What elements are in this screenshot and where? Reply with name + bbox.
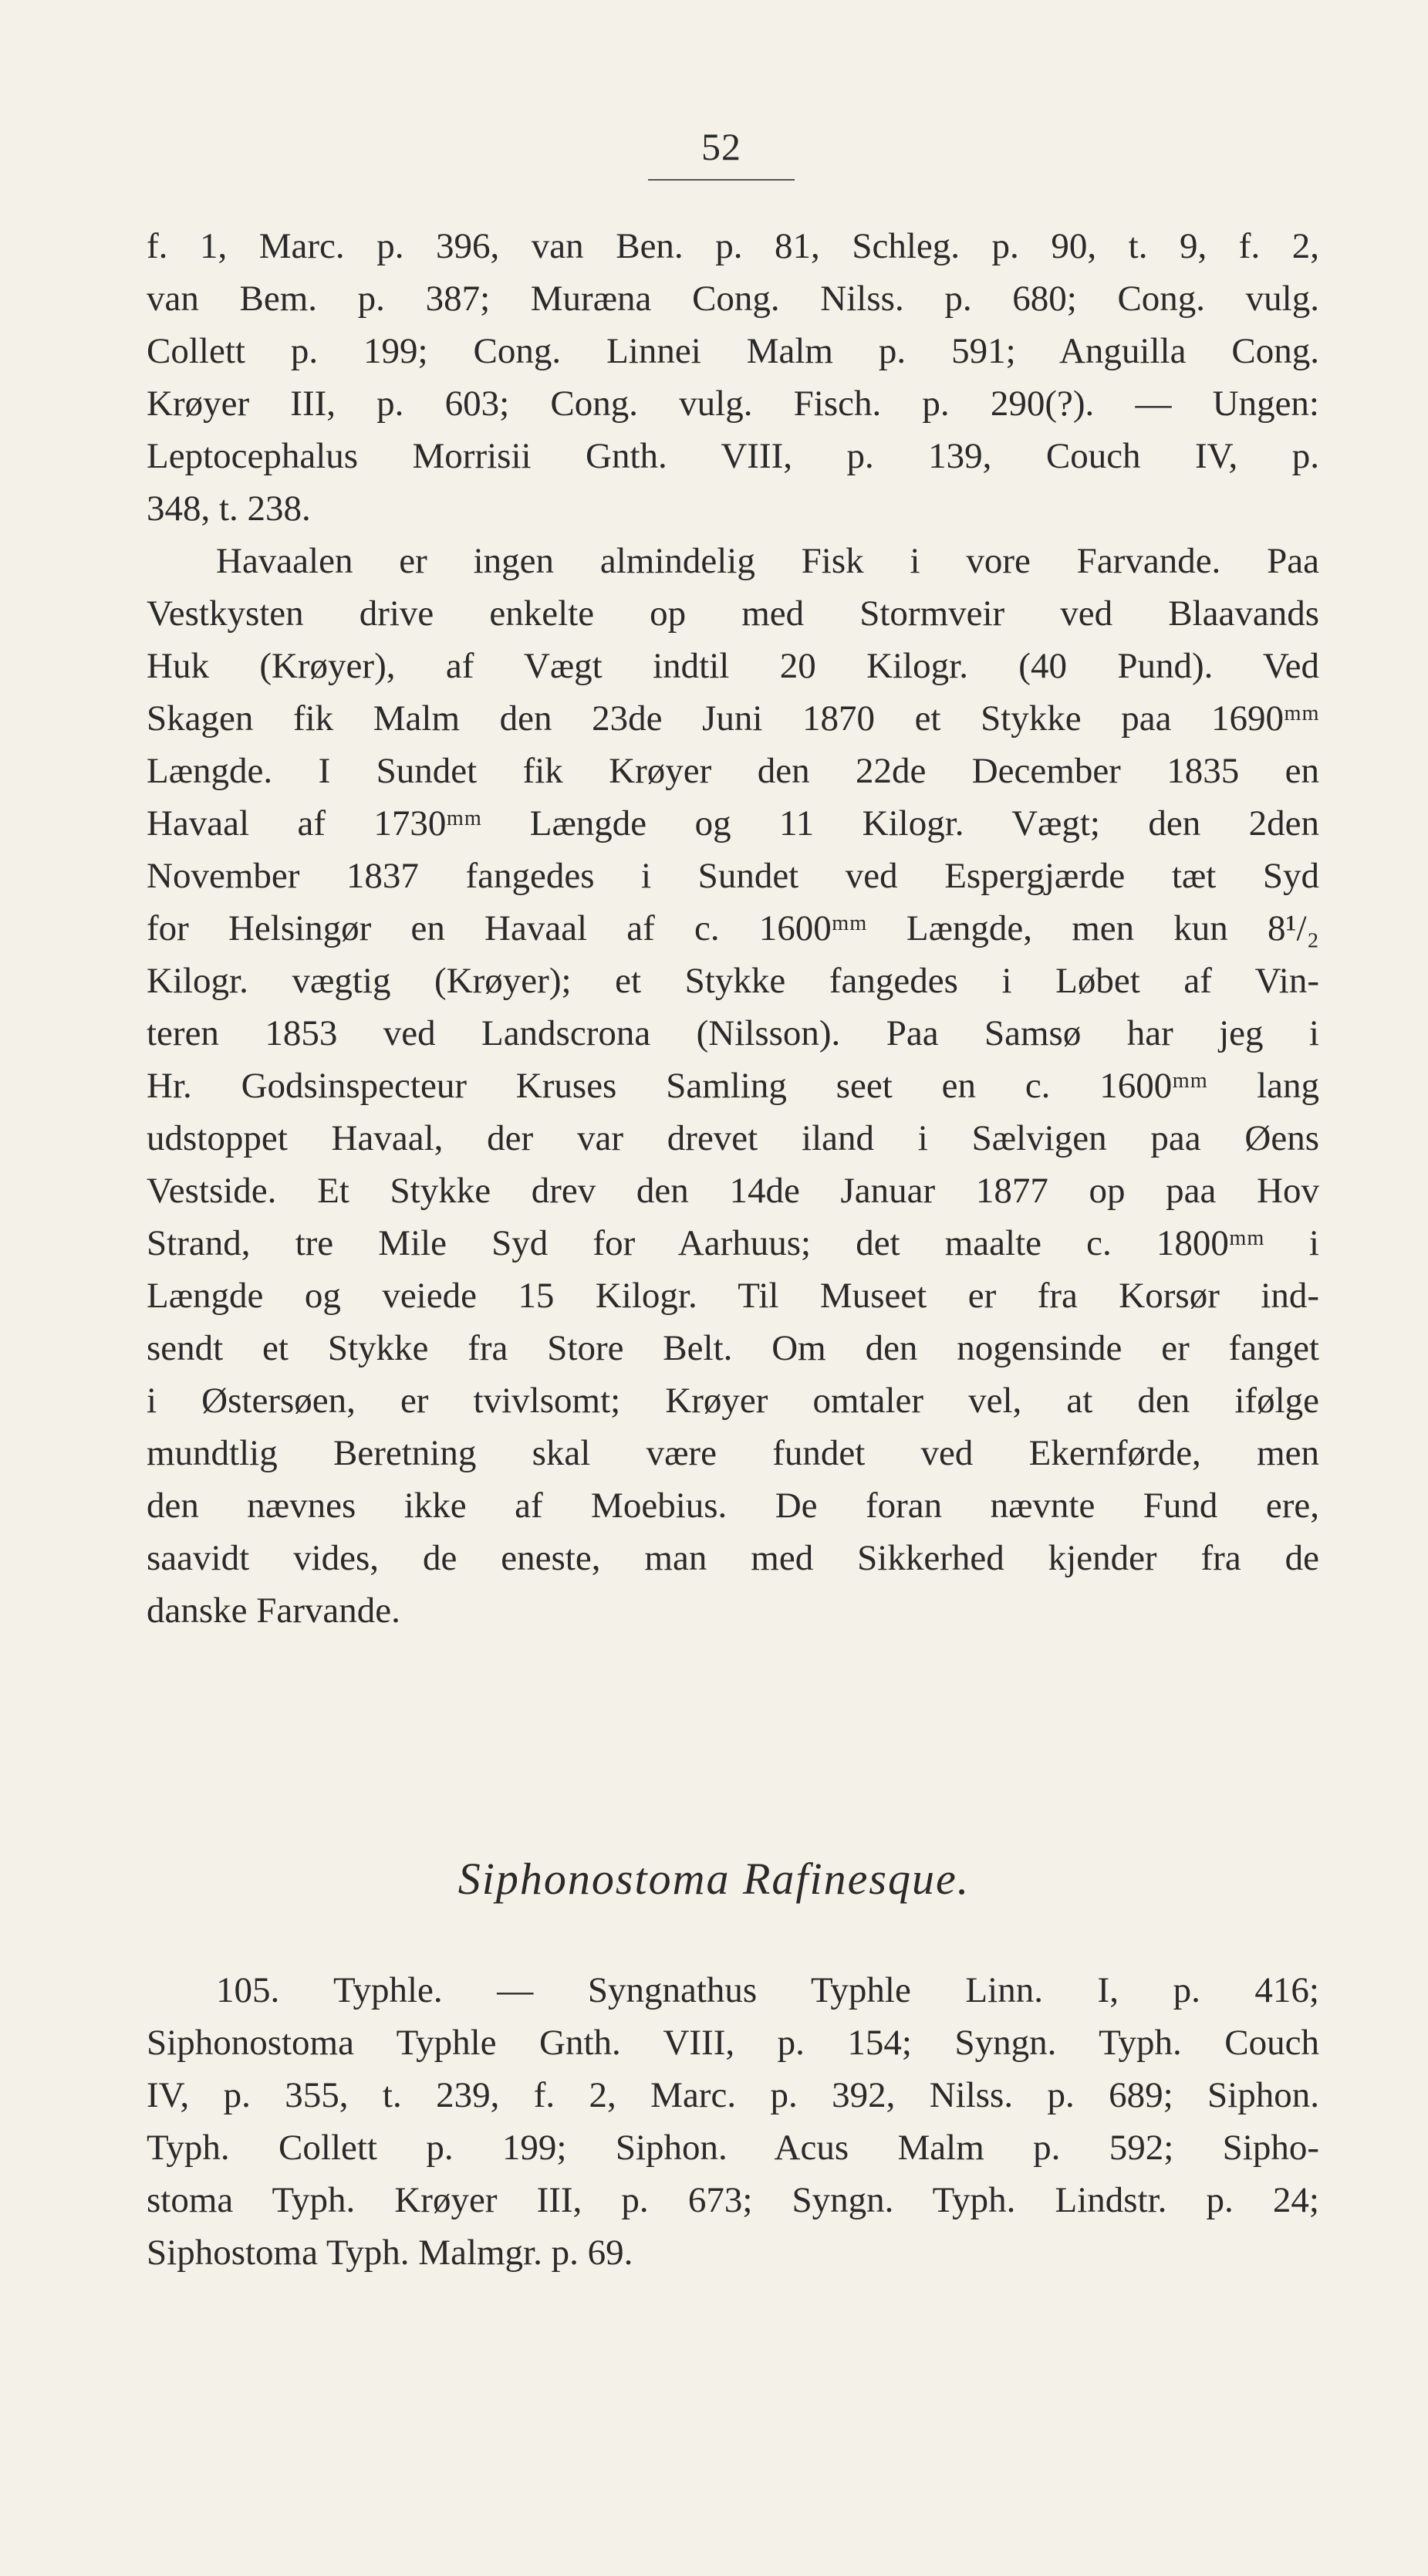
text-line: Strand, tre Mile Syd for Aarhuus; det maalte c. 1800ᵐᵐ i — [147, 1223, 1319, 1263]
text-line: Kilogr. vægtig (Krøyer); et Stykke fangedes i Løbet af Vin- — [147, 961, 1319, 1001]
text-line: Vestside. Et Stykke drev den 14de Januar 1877 op paa Hov — [147, 1171, 1319, 1211]
text-line: Vestkysten drive enkelte op med Stormveir ved Blaavands — [147, 593, 1319, 634]
text-line: Siphonostoma Typhle Gnth. VIII, p. 154; Syngn. Typh. Couch — [147, 2023, 1319, 2063]
paragraph-description — [147, 535, 1319, 1637]
text-line: danske Farvande. — [147, 1591, 400, 1631]
text-line: 348, t. 238. — [147, 488, 311, 529]
text-line: i Østersøen, er tvivlsomt; Krøyer omtaler vel, at den ifølge — [147, 1381, 1319, 1421]
text-line: Skagen fik Malm den 23de Juni 1870 et Stykke paa 1690ᵐᵐ — [147, 698, 1319, 739]
text-line: udstoppet Havaal, der var drevet iland i Sælvigen paa Øens — [147, 1118, 1319, 1158]
paragraph-species-entry — [147, 1964, 1319, 2279]
section-heading: Siphonostoma Rafinesque. — [457, 1854, 971, 1904]
text-line: sendt et Stykke fra Store Belt. Om den nogensinde er fanget — [147, 1328, 1319, 1368]
text-line: den nævnes ikke af Moebius. De foran nævnte Fund ere, — [147, 1486, 1319, 1526]
text-line: Havaalen er ingen almindelig Fisk i vore Farvande. Paa — [216, 541, 1319, 581]
text-line: Siphostoma Typh. Malmgr. p. 69. — [147, 2233, 633, 2273]
text-line: November 1837 fangedes i Sundet ved Espergjærde tæt Syd — [147, 856, 1319, 896]
text-line: Typh. Collett p. 199; Siphon. Acus Malm p. 592; Sipho- — [147, 2128, 1319, 2168]
text-line: mundtlig Beretning skal være fundet ved Ekernførde, men — [147, 1433, 1319, 1473]
text-line: Krøyer III, p. 603; Cong. vulg. Fisch. p. 290(?). — Ungen: — [147, 384, 1319, 424]
text-line: IV, p. 355, t. 239, f. 2, Marc. p. 392, Nilss. p. 689; Siphon. — [147, 2075, 1319, 2115]
text-line: teren 1853 ved Landscrona (Nilsson). Paa Samsø har jeg i — [147, 1013, 1319, 1053]
text-line: van Bem. p. 387; Muræna Cong. Nilss. p. 680; Cong. vulg. — [147, 279, 1319, 319]
page-number: 52 — [701, 125, 741, 168]
text-line: Leptocephalus Morrisii Gnth. VIII, p. 139, Couch IV, p. — [147, 436, 1319, 476]
text-line: Længde. I Sundet fik Krøyer den 22de December 1835 en — [147, 751, 1319, 791]
text-line: saavidt vides, de eneste, man med Sikkerhed kjender fra de — [147, 1538, 1319, 1578]
text-line: f. 1, Marc. p. 396, van Ben. p. 81, Schleg. p. 90, t. 9, f. 2, — [147, 226, 1319, 266]
text-line: 105. Typhle. — Syngnathus Typhle Linn. I, p. 416; — [216, 1970, 1319, 2010]
text-line: Collett p. 199; Cong. Linnei Malm p. 591; Anguilla Cong. — [147, 331, 1319, 371]
text-line: Hr. Godsinspecteur Kruses Samling seet en c. 1600ᵐᵐ lang — [147, 1066, 1319, 1106]
text-line: for Helsingør en Havaal af c. 1600ᵐᵐ Længde, men kun 8¹/₂ — [147, 908, 1319, 948]
paragraph-references — [147, 220, 1319, 535]
text-line: Længde og veiede 15 Kilogr. Til Museet er fra Korsør ind- — [147, 1276, 1319, 1316]
page-number-block — [648, 123, 795, 170]
text-line: Havaal af 1730ᵐᵐ Længde og 11 Kilogr. Vægt; den 2den — [147, 803, 1319, 843]
text-line: stoma Typh. Krøyer III, p. 673; Syngn. Typh. Lindstr. p. 24; — [147, 2180, 1319, 2220]
section-heading-block — [0, 1852, 1428, 1906]
text-line: Huk (Krøyer), af Vægt indtil 20 Kilogr. (40 Pund). Ved — [147, 646, 1319, 686]
page-number-rule — [648, 179, 795, 181]
